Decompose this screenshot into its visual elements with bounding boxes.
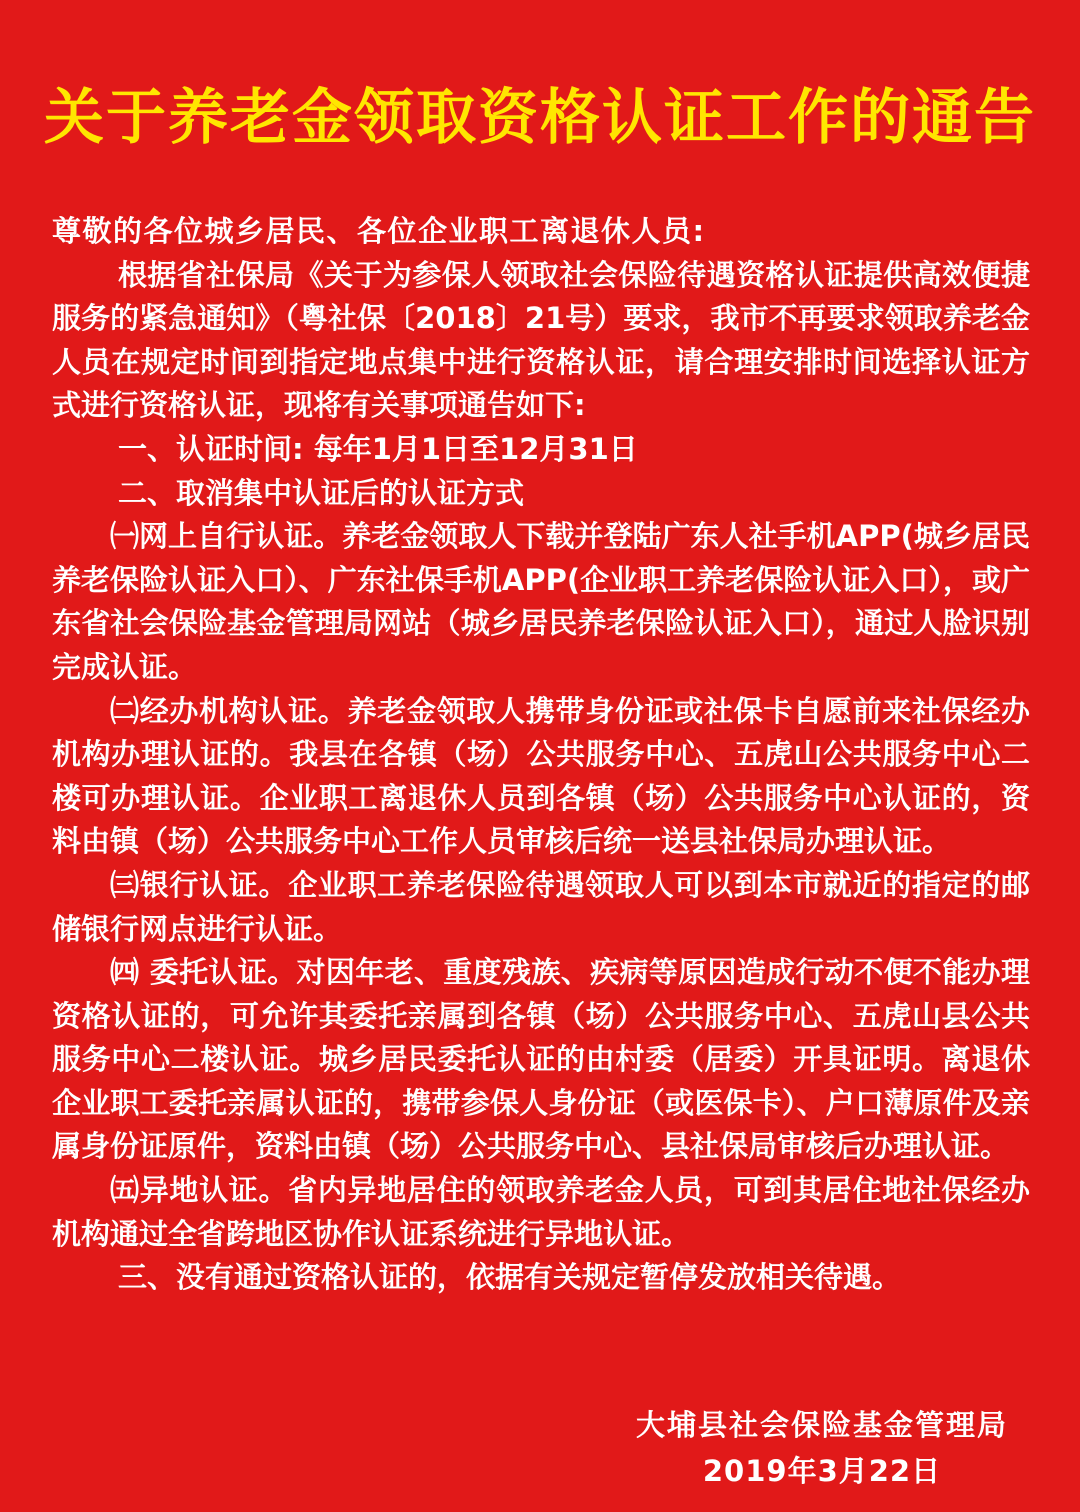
- issuer-name: 大埔县社会保险基金管理局: [635, 1408, 1008, 1442]
- salutation: 尊敬的各位城乡居民、各位企业职工离退休人员:: [52, 214, 706, 248]
- item-auth-time: 一、认证时间: 每年1月1日至12月31日: [118, 431, 638, 466]
- intro-paragraph: 根据省社保局《关于为参保人领取社会保险待遇资格认证提供高效便捷服务的紧急通知》（粤社保〔2018〕21号）要求，我市不再要求领取养老金人员在规定时间到指定地点集中进行资格认证，请合理安排时间选择认证方式进行资格认证，现将有关事项通告如下:: [52, 257, 1030, 423]
- method-remote: ㈤异地认证。省内异地居住的领取养老金人员，可到其居住地社保经办机构通过全省跨地区协作认证系统进行异地认证。: [52, 1173, 1030, 1251]
- notice-body: [52, 210, 1030, 1300]
- signature-block: [636, 1402, 1008, 1494]
- method-agency: ㈡经办机构认证。养老金领取人携带身份证或社保卡自愿前来社保经办机构办理认证的。我县在各镇（场）公共服务中心、五虎山公共服务中心二楼可办理认证。企业职工离退休人员到各镇（场）公共服务中心认证的，资料由镇（场）公共服务中心工作人员审核后统一送县社保局办理认证。: [52, 693, 1030, 859]
- issue-date: 2019年3月22日: [702, 1454, 942, 1488]
- method-online: ㈠网上自行认证。养老金领取人下载并登陆广东人社手机APP(城乡居民养老保险认证入口）、广东社保手机APP(企业职工养老保险认证入口），或广东省社会保险基金管理局网站（城乡居民养老保险认证入口），通过人脸识别完成认证。: [52, 519, 1030, 684]
- item-suspension: 三、没有通过资格认证的，依据有关规定暂停发放相关待遇。: [118, 1260, 902, 1295]
- method-bank: ㈢银行认证。企业职工养老保险待遇领取人可以到本市就近的指定的邮储银行网点进行认证。: [52, 867, 1030, 946]
- item-auth-methods: 二、取消集中认证后的认证方式: [118, 475, 525, 510]
- method-entrusted: ㈣ 委托认证。对因年老、重度残族、疾病等原因造成行动不便不能办理资格认证的，可允许其委托亲属到各镇（场）公共服务中心、五虎山县公共服务中心二楼认证。城乡居民委托认证的由村委（居委）开具证明。离退休企业职工委托亲属认证的，携带参保人身份证（或医保卡）、户口薄原件及亲属身份证原件，资料由镇（场）公共服务中心、县社保局审核后办理认证。: [52, 955, 1030, 1164]
- notice-title: 关于养老金领取资格认证工作的通告: [44, 83, 1036, 153]
